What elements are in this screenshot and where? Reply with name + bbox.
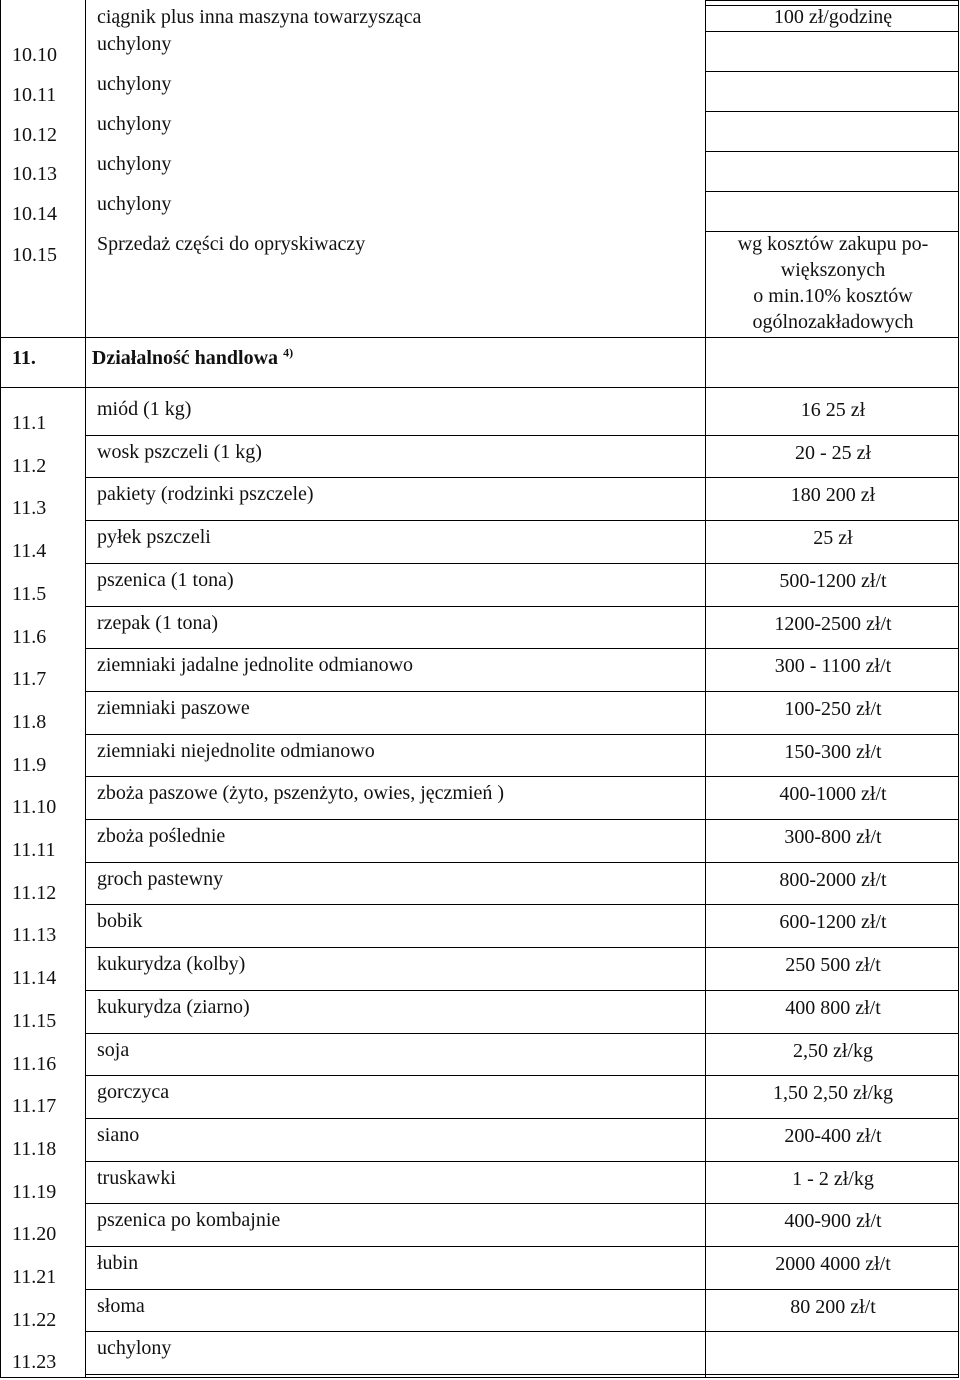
table-cell-desc: uchylony: [97, 73, 172, 95]
row-divider: [705, 1246, 958, 1247]
row-divider: [85, 1118, 705, 1119]
table-cell-price: 1,50 2,50 zł/kg: [773, 1082, 893, 1105]
table-cell-desc: wosk pszczeli (1 kg): [97, 440, 262, 463]
row-divider: [85, 1331, 705, 1332]
row-number: 11.17: [12, 1095, 57, 1118]
row-number: 11.15: [12, 1009, 57, 1032]
row-divider: [705, 1289, 958, 1290]
row-number: 11.9: [12, 753, 47, 776]
table-cell-price: 300-800 zł/t: [784, 826, 882, 848]
table-cell-price: 500-1200 zł/t: [779, 569, 887, 592]
row-number: 10.11: [12, 84, 57, 106]
row-divider: [705, 862, 958, 863]
row-number: 11.3: [12, 497, 47, 520]
table-cell-price: 200-400 zł/t: [784, 1124, 882, 1147]
table-border-top-right: [705, 0, 958, 1]
row-divider: [705, 648, 958, 649]
table-cell-price: 16 25 zł: [800, 399, 866, 421]
table-cell-price: 150-300 zł/t: [784, 740, 882, 763]
table-cell-price: 300 - 1100 zł/t: [774, 655, 892, 678]
table-cell-desc: truskawki: [97, 1166, 176, 1189]
table-border-left: [0, 0, 1, 1378]
row-divider: [705, 1118, 958, 1119]
table-cell-price: 180 200 zł: [790, 484, 876, 507]
table-cell-desc: pakiety (rodzinki pszczele): [97, 483, 314, 506]
table-cell-price: 400-900 zł/t: [784, 1210, 882, 1233]
table-cell-desc: uchylony: [97, 113, 172, 135]
row-number: 10.12: [12, 124, 57, 146]
table-cell-desc: bobik: [97, 910, 143, 933]
row-number: 11.18: [12, 1137, 57, 1160]
row-divider: [705, 563, 958, 564]
section-number: 11.: [12, 347, 36, 369]
row-divider: [705, 1033, 958, 1034]
row-number: 11.8: [12, 710, 47, 733]
table-cell-desc: uchylony: [97, 193, 172, 215]
table-cell-desc: ziemniaki paszowe: [97, 696, 250, 719]
table-cell-price: 20 - 25 zł: [794, 441, 872, 464]
row-divider: [705, 1331, 958, 1332]
row-divider: [705, 151, 958, 152]
section-heading: [12, 347, 293, 369]
row-divider: [0, 387, 958, 388]
row-number: 11.5: [12, 582, 47, 605]
table-cell-price: 1 - 2 zł/kg: [792, 1167, 874, 1190]
row-number: 11.10: [12, 796, 57, 819]
row-divider: [85, 1246, 705, 1247]
row-divider: [705, 734, 958, 735]
row-divider: [85, 1374, 705, 1375]
row-divider: [705, 31, 958, 32]
row-number: 11.7: [12, 668, 47, 691]
row-divider: [85, 1203, 705, 1204]
row-number: 11.6: [12, 625, 47, 648]
row-divider: [85, 1289, 705, 1290]
table-cell-desc: ziemniaki niejednolite odmianowo: [97, 739, 375, 762]
row-divider: [85, 819, 705, 820]
row-divider: [85, 435, 705, 436]
row-divider: [705, 71, 958, 72]
row-divider: [705, 5, 958, 6]
row-divider: [705, 477, 958, 478]
table-cell-price-line: wg kosztów zakupu po-: [737, 233, 929, 255]
row-number: 11.11: [12, 839, 56, 861]
table-cell-price: 2000 4000 zł/t: [775, 1253, 891, 1275]
table-cell-desc: pyłek pszczeli: [97, 526, 211, 549]
table-border-right: [958, 0, 959, 1378]
row-number: 11.1: [12, 412, 47, 434]
row-divider: [85, 477, 705, 478]
row-divider: [85, 563, 705, 564]
row-divider: [85, 947, 705, 948]
table-cell-price-line: ogólnozakładowych: [752, 311, 914, 333]
column-divider: [705, 0, 706, 1378]
table-cell-desc: pszenica po kombajnie: [97, 1209, 281, 1232]
row-divider: [705, 691, 958, 692]
table-cell-price: 400-1000 zł/t: [779, 783, 887, 806]
row-number: 11.23: [12, 1351, 57, 1374]
row-divider: [85, 904, 705, 905]
row-number: 11.20: [12, 1223, 57, 1246]
table-cell-price: 80 200 zł/t: [790, 1295, 876, 1318]
table-cell-price: 250 500 zł/t: [785, 954, 881, 977]
row-number: 11.22: [12, 1308, 57, 1331]
row-number: 10.14: [12, 203, 57, 225]
row-number: 11.4: [12, 540, 47, 563]
column-divider: [85, 0, 86, 1378]
row-number: 11.2: [12, 454, 47, 477]
table-cell-price: 800-2000 zł/t: [779, 868, 887, 891]
section-title: Działalność handlowa: [91, 347, 279, 369]
row-divider: [705, 776, 958, 777]
row-divider: [705, 904, 958, 905]
row-divider: [705, 111, 958, 112]
row-divider: [85, 520, 705, 521]
row-divider: [705, 1075, 958, 1076]
row-divider: [85, 1075, 705, 1076]
table-cell-price: 1200-2500 zł/t: [774, 612, 892, 635]
table-cell-desc: miód (1 kg): [97, 398, 192, 420]
row-number: 11.14: [12, 967, 57, 990]
table-cell-desc: uchylony: [97, 33, 172, 55]
table-cell-price: 100 zł/godzinę: [773, 6, 893, 28]
table-cell-price: 600-1200 zł/t: [779, 911, 887, 934]
row-divider: [85, 606, 705, 607]
table-border-bottom: [0, 1377, 958, 1378]
row-divider: [705, 606, 958, 607]
row-divider: [85, 862, 705, 863]
table-cell-price: 2,50 zł/kg: [793, 1039, 873, 1062]
table-cell-desc: kukurydza (ziarno): [97, 995, 250, 1018]
row-divider: [85, 691, 705, 692]
row-number: 11.13: [12, 924, 57, 947]
table-cell-price: 100-250 zł/t: [784, 697, 882, 720]
row-divider: [0, 337, 958, 338]
row-divider: [85, 776, 705, 777]
row-divider: [705, 191, 958, 192]
row-number: 11.21: [12, 1266, 57, 1288]
table-cell-desc: zboża paszowe (żyto, pszenżyto, owies, jęczmień ): [97, 782, 505, 805]
row-number: 10.10: [12, 44, 57, 66]
row-divider: [85, 990, 705, 991]
table-cell-desc: soja: [97, 1038, 130, 1061]
row-divider: [85, 648, 705, 649]
row-number: 11.12: [12, 881, 57, 904]
table-cell-desc: łubin: [97, 1252, 139, 1274]
row-number: 11.16: [12, 1052, 57, 1075]
table-cell-price: 400 800 zł/t: [785, 996, 881, 1019]
row-divider: [705, 1161, 958, 1162]
table-cell-desc: groch pastewny: [97, 867, 224, 890]
table-cell-desc: gorczyca: [97, 1081, 170, 1104]
table-cell-desc: uchylony: [97, 153, 172, 175]
table-cell-desc: uchylony: [97, 1337, 172, 1360]
row-divider: [85, 1161, 705, 1162]
row-divider: [705, 1203, 958, 1204]
row-number: 10.15: [12, 244, 57, 266]
table-cell-desc: siano: [97, 1123, 140, 1146]
table-cell-desc: Sprzedaż części do opryskiwaczy: [97, 233, 366, 255]
row-divider: [705, 435, 958, 436]
row-number: 11.19: [12, 1180, 57, 1203]
table-cell-price: 25 zł: [813, 527, 853, 550]
row-divider: [705, 1374, 958, 1375]
row-divider: [705, 520, 958, 521]
footnote-marker: 4): [283, 345, 294, 360]
table-cell-price-line: o min.10% kosztów: [753, 285, 913, 307]
row-divider: [705, 947, 958, 948]
table-cell-desc: ziemniaki jadalne jednolite odmianowo: [97, 654, 414, 677]
table-cell-desc: ciągnik plus inna maszyna towarzysząca: [97, 6, 422, 28]
table-cell-desc: pszenica (1 tona): [97, 568, 234, 591]
table-cell-price-line: większonych: [780, 259, 886, 281]
table-cell-desc: kukurydza (kolby): [97, 953, 246, 976]
row-divider: [85, 734, 705, 735]
row-number: 10.13: [12, 163, 57, 185]
table-cell-desc: słoma: [97, 1294, 145, 1317]
table-cell-desc: zboża poślednie: [97, 825, 226, 847]
table-cell-desc: rzepak (1 tona): [97, 611, 219, 634]
row-divider: [85, 1033, 705, 1034]
row-divider: [705, 819, 958, 820]
row-divider: [705, 231, 958, 232]
row-divider: [705, 990, 958, 991]
